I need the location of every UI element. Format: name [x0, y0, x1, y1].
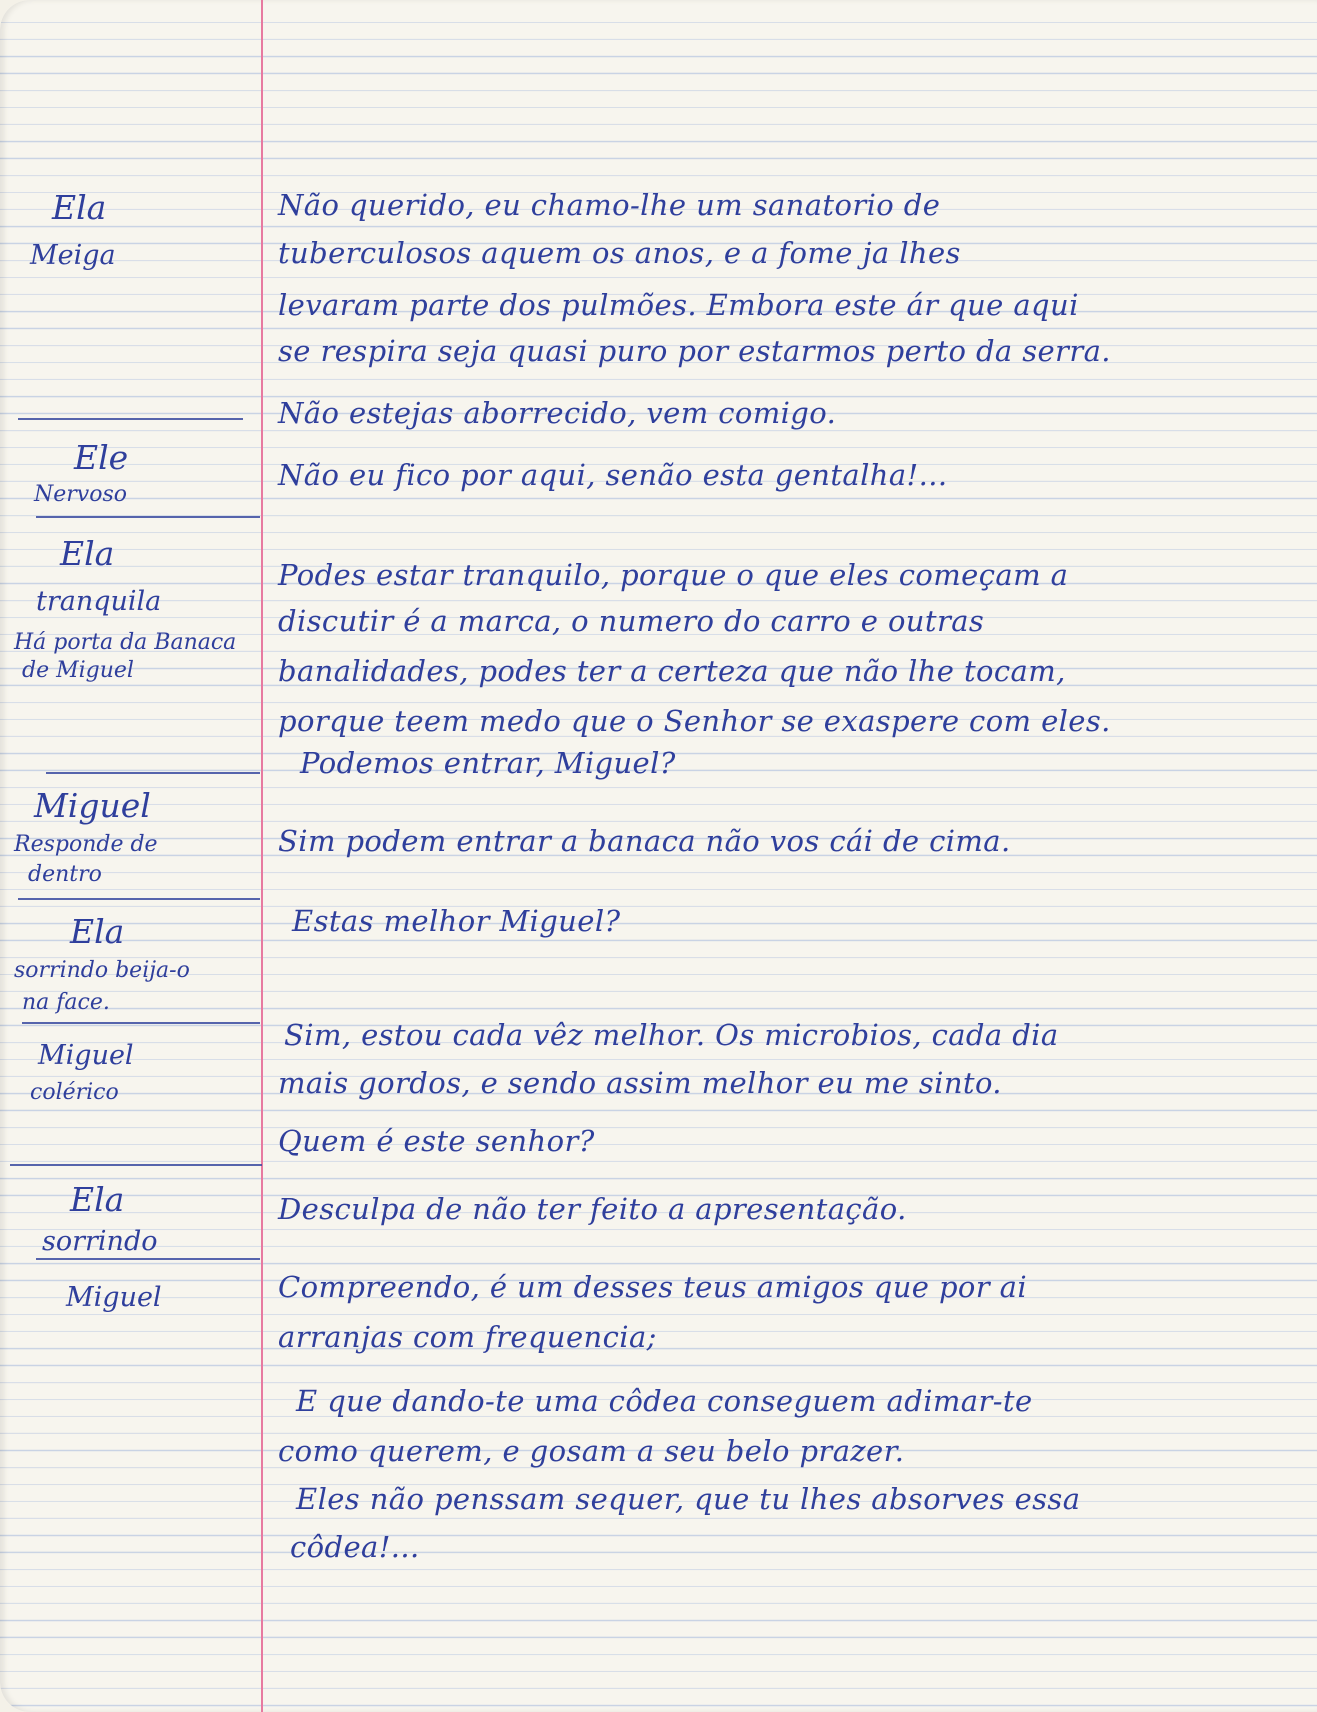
dialogue-line: se respira seja quasi puro por estarmos perto da serra.	[278, 334, 1111, 368]
bleed-through-mark	[1160, 200, 1170, 235]
speaker-label: Ela	[52, 188, 107, 227]
dialogue-line: Desculpa de não ter feito a apresentação.	[278, 1192, 907, 1226]
separator	[36, 1258, 260, 1260]
dialogue-line: Sim podem entrar a banaca não vos cái de cima.	[278, 824, 1011, 858]
dialogue-line: Estas melhor Miguel?	[292, 904, 621, 938]
speaker-note: Nervoso	[34, 482, 127, 507]
separator	[10, 1164, 262, 1166]
dialogue-line: Compreendo, é um desses teus amigos que por ai	[278, 1270, 1028, 1304]
dialogue-line: arranjas com frequencia;	[278, 1320, 657, 1354]
speaker-note: Há porta da Banaca	[14, 630, 237, 655]
speaker-label: Ela	[70, 912, 125, 951]
speaker-label: Miguel	[34, 786, 151, 825]
speaker-label: Ele	[74, 438, 129, 477]
speaker-label: Ela	[60, 534, 115, 573]
dialogue-line: banalidades, podes ter a certeza que não lhe tocam,	[278, 654, 1066, 688]
dialogue-line: mais gordos, e sendo assim melhor eu me sinto.	[278, 1066, 1002, 1100]
dialogue-line: tuberculosos aquem os anos, e a fome ja lhes	[278, 236, 961, 270]
dialogue-line: como querem, e gosam a seu belo prazer.	[278, 1434, 905, 1468]
separator	[36, 516, 260, 518]
dialogue-line: Podes estar tranquilo, porque o que eles começam a	[278, 558, 1069, 592]
dialogue-line: Não eu fico por aqui, senão esta gentalha!...	[278, 458, 948, 492]
speaker-note: dentro	[28, 862, 102, 887]
dialogue-line: E que dando-te uma côdea conseguem adimar-te	[296, 1384, 1033, 1418]
separator	[18, 418, 243, 420]
speaker-note: Responde de	[14, 832, 158, 857]
dialogue-line: Eles não penssam sequer, que tu lhes absorves essa	[296, 1482, 1081, 1516]
dialogue-line: Sim, estou cada vêz melhor. Os microbios, cada dia	[284, 1018, 1059, 1052]
dialogue-line: Podemos entrar, Miguel?	[300, 746, 676, 780]
speaker-label: Miguel	[66, 1282, 162, 1313]
dialogue-line: discutir é a marca, o numero do carro e outras	[278, 604, 985, 638]
speaker-note: Meiga	[30, 240, 116, 271]
dialogue-line: porque teem medo que o Senhor se exaspere com eles.	[278, 704, 1111, 738]
speaker-note: na face.	[22, 990, 110, 1015]
separator	[18, 898, 260, 900]
dialogue-line: côdea!...	[290, 1530, 420, 1564]
margin-line	[261, 0, 263, 1712]
speaker-note: sorrindo	[42, 1226, 158, 1257]
separator	[46, 772, 260, 774]
speaker-note: de Miguel	[22, 658, 134, 683]
speaker-note: tranquila	[36, 586, 162, 617]
dialogue-line: Não querido, eu chamo-lhe um sanatorio de	[278, 188, 941, 222]
speaker-label: Ela	[70, 1180, 125, 1219]
dialogue-line: levaram parte dos pulmões. Embora este ár que aqui	[278, 288, 1079, 322]
speaker-label: Miguel	[38, 1040, 134, 1071]
dialogue-line: Quem é este senhor?	[278, 1124, 595, 1158]
dialogue-line: Não estejas aborrecido, vem comigo.	[278, 396, 837, 430]
speaker-note: colérico	[30, 1080, 119, 1105]
separator	[22, 1022, 260, 1024]
speaker-note: sorrindo beija-o	[14, 958, 190, 983]
